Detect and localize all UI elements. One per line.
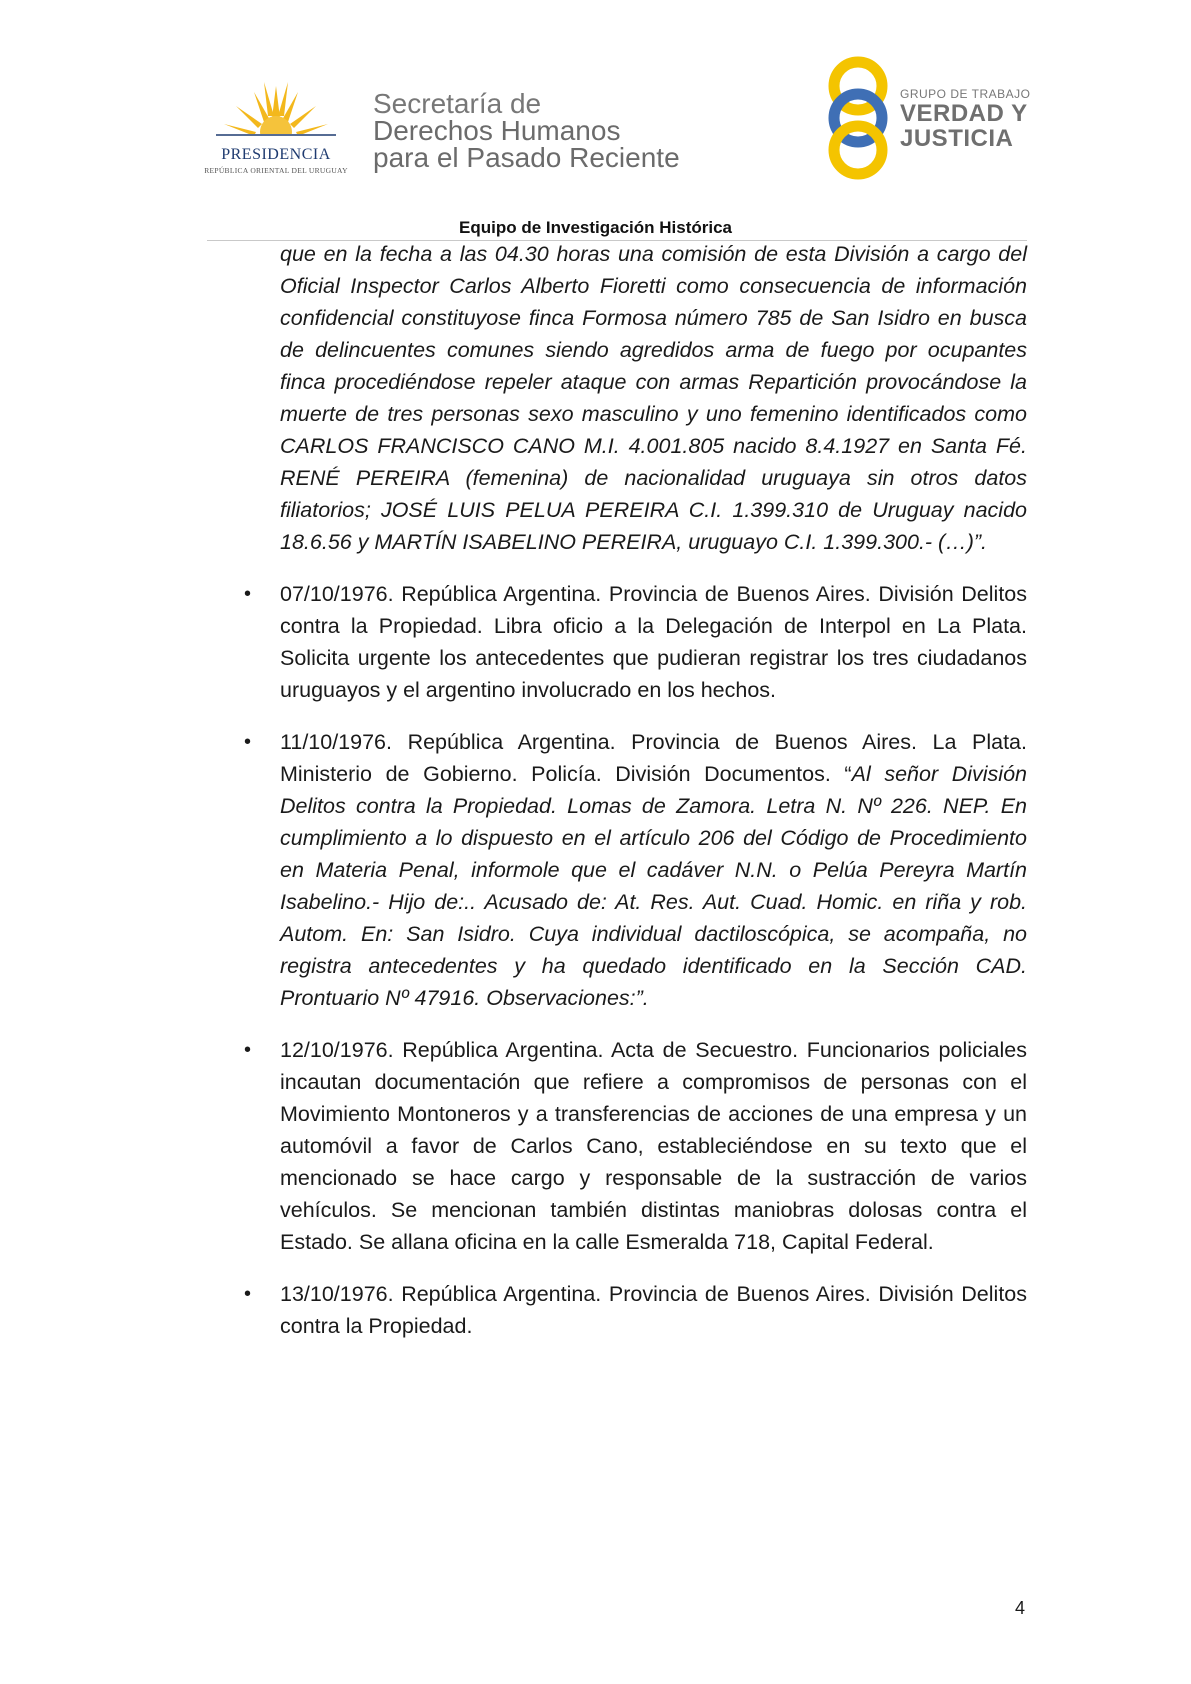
secretaria-line1: Secretaría de	[373, 88, 542, 119]
secretaria-line3: para el Pasado Reciente	[373, 142, 680, 173]
intro-quote: que en la fecha a las 04.30 horas una comisión de esta División a cargo del Oficial Inspector Carlos Alberto Fioretti como consecuencia de información confidencial constituyose finca Formosa número 785 de San Isidro en busca de delincuentes comunes siendo agredidos arma de fuego por ocupantes finca procediéndose repeler ataque con armas Repartición provocándose la muerte de tres personas sexo masculino y uno femenino identificados como CARLOS FRANCISCO CANO M.I. 4.001.805 nacido 8.4.1927 en Santa Fé. RENÉ PEREIRA (femenina) de nacionalidad uruguaya sin otros datos filiatorios; JOSÉ LUIS PELUA PEREIRA C.I. 1.399.310 de Uruguay nacido 18.6.56 y MARTÍN ISABELINO PEREIRA, uruguayo C.I. 1.399.300.- (…)”.	[280, 242, 1027, 554]
grupo-trabajo-title	[900, 87, 1030, 151]
list-item	[244, 578, 1027, 706]
bullet-icon: •	[244, 1039, 252, 1061]
page-header	[0, 0, 1191, 240]
secretaria-line2: Derechos Humanos	[373, 115, 621, 146]
grupo-line2: VERDAD Y	[900, 100, 1028, 127]
item-text: 12/10/1976. República Argentina. Acta de Secuestro. Funcionarios policiales incautan documentación que refiere a compromisos de personas con el Movimiento Montoneros y a transferencias de acciones de una empresa y un automóvil a favor de Carlos Cano, estableciéndose en su texto que el mencionado se hace cargo y responsable de la sustracción de varios vehículos. Se mencionan también distintas maniobras dolosas contra el Estado. Se allana oficina en la calle Esmeralda 718, Capital Federal.	[280, 1038, 1027, 1254]
list-item	[244, 726, 1027, 1014]
presidencia-title: PRESIDENCIA	[221, 146, 331, 163]
document-body	[244, 238, 1027, 1342]
item-text: 07/10/1976. República Argentina. Provincia de Buenos Aires. División Delitos contra la Propiedad. Libra oficio a la Delegación de Interpol en La Plata. Solicita urgente los antecedentes que pudieran registrar los tres ciudadanos uruguayos y el argentino involucrado en los hechos.	[280, 582, 1027, 702]
page-number: 4	[1015, 1598, 1026, 1618]
presidencia-subtitle: REPÚBLICA ORIENTAL DEL URUGUAY	[204, 166, 348, 175]
secretaria-title	[373, 90, 680, 171]
item-text: 11/10/1976. República Argentina. Provincia de Buenos Aires. La Plata. Ministerio de Gobierno. Policía. División Documentos. “	[280, 730, 1027, 786]
bullet-icon: •	[244, 731, 252, 753]
bullet-icon: •	[244, 1283, 252, 1305]
item-text-with-quote	[280, 726, 1027, 1014]
item-quote: Al señor División Delitos contra la Propiedad. Lomas de Zamora. Letra N. Nº 226. NEP. En cumplimiento a lo dispuesto en el artículo 206 del Código de Procedimiento en Materia Penal, informole que el cadáver N.N. o Pelúa Pereyra Martín Isabelino.- Hijo de:.. Acusado de: At. Res. Aut. Cuad. Homic. en riña y rob. Autom. En: San Isidro. Cuya individual dactiloscópica, se acompaña, no registra antecedentes y ha quedado identificado en la Sección CAD. Prontuario Nº 47916. Observaciones:”.	[280, 762, 1027, 1010]
list-item	[244, 1034, 1027, 1258]
presidencia-logo	[196, 78, 356, 178]
equipo-heading: Equipo de Investigación Histórica	[459, 218, 732, 237]
bullet-icon: •	[244, 583, 252, 605]
verdad-justicia-logo-icon	[818, 55, 898, 180]
sun-emblem-icon	[196, 78, 356, 146]
list-item	[244, 1278, 1027, 1342]
item-text: 13/10/1976. República Argentina. Provincia de Buenos Aires. División Delitos contra la Propiedad.	[280, 1282, 1027, 1338]
grupo-line3: JUSTICIA	[900, 125, 1014, 152]
grupo-line1: GRUPO DE TRABAJO	[900, 87, 1031, 101]
